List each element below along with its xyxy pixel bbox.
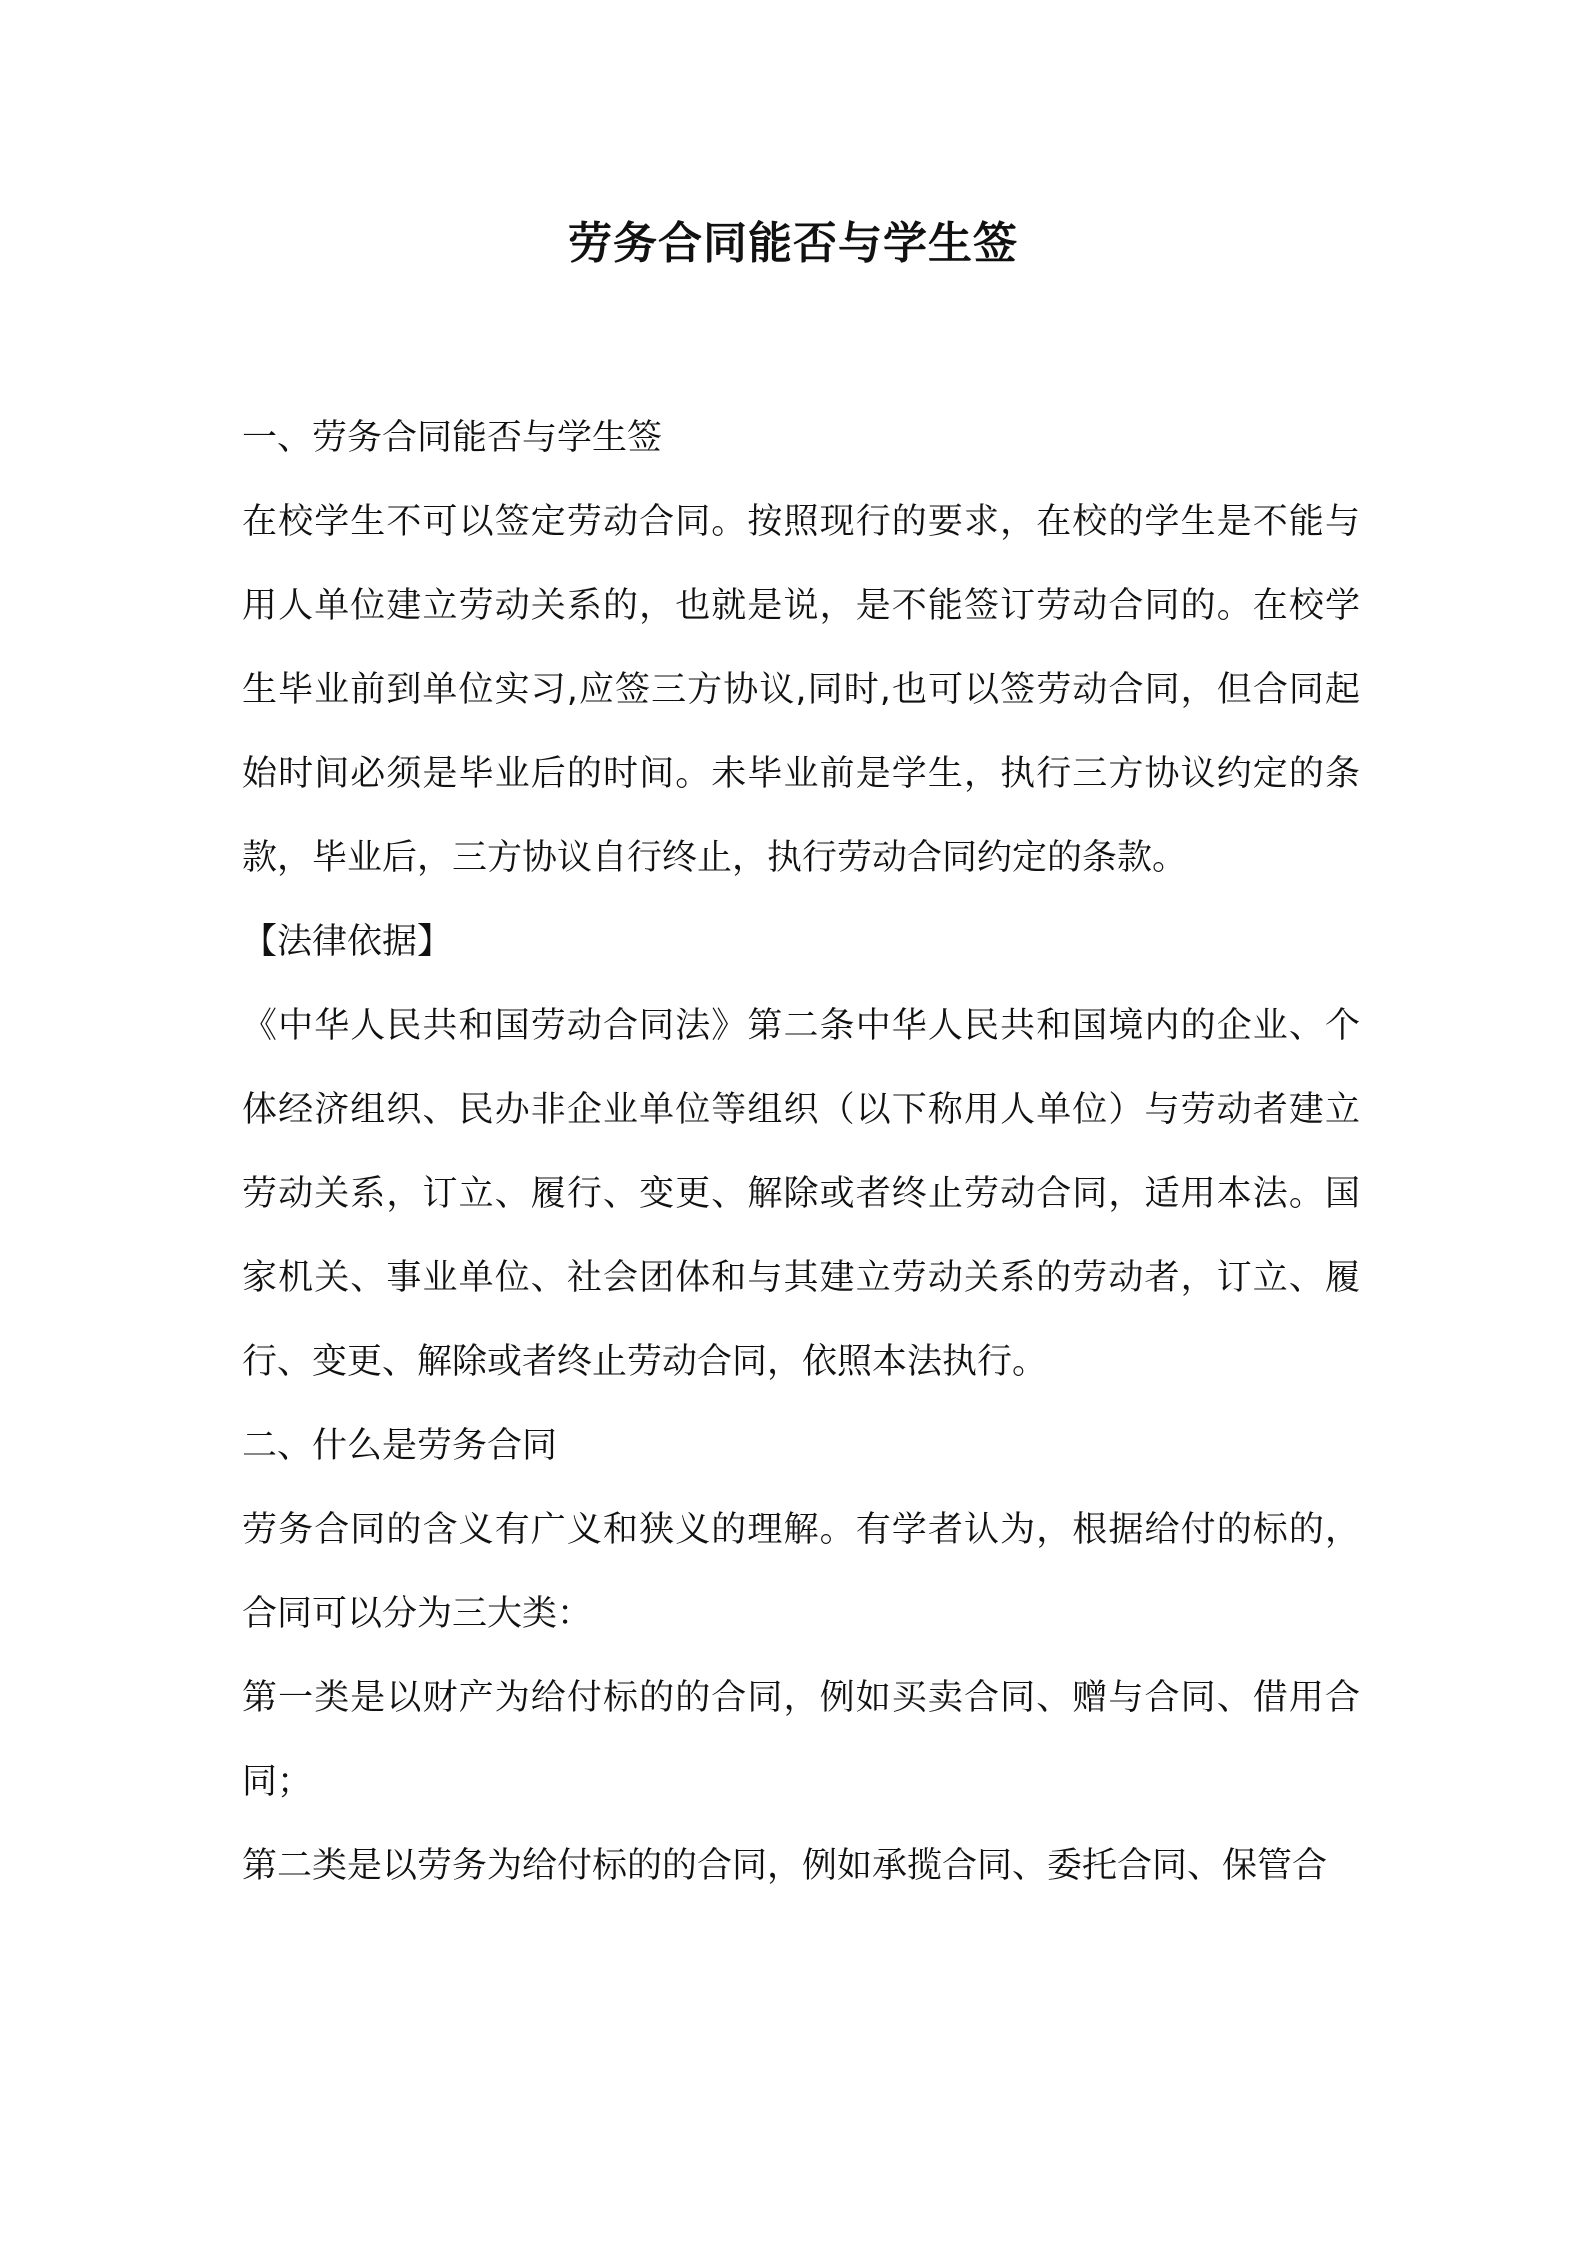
legal-basis-heading: 【法律依据】 [242,922,453,962]
paragraph-category-2: 第二类是以劳务为给付标的的合同，例如承揽合同、委托合同、保管合 [242,1846,1328,1886]
section-heading-1: 一、劳务合同能否与学生签 [242,418,663,458]
paragraph-definition: 劳务合同的含义有广义和狭义的理解。有学者认为，根据给付的标的，合同可以分为三大类： [242,1510,1360,1634]
paragraph-labor-law-article: 《中华人民共和国劳动合同法》第二条中华人民共和国境内的企业、个体经济组织、民办非企业单位等组织（以下称用人单位）与劳动者建立劳动关系，订立、履行、变更、解除或者终止劳动合同，适用本法。国家机关、事业单位、社会团体和与其建立劳动关系的劳动者，订立、履行、变更、解除或者终止劳动合同，依照本法执行。 [242,1006,1360,1382]
page-title: 劳务合同能否与学生签 [568,218,1018,269]
paragraph-student-contract: 在校学生不可以签定劳动合同。按照现行的要求，在校的学生是不能与用人单位建立劳动关系的，也就是说，是不能签订劳动合同的。在校学生毕业前到单位实习,应签三方协议,同时,也可以签劳动合同，但合同起始时间必须是毕业后的时间。未毕业前是学生，执行三方协议约定的条款，毕业后，三方协议自行终止，执行劳动合同约定的条款。 [242,502,1360,878]
paragraph-category-1: 第一类是以财产为给付标的的合同，例如买卖合同、赠与合同、借用合同； [242,1678,1360,1802]
section-heading-2: 二、什么是劳务合同 [242,1426,558,1466]
document-body [242,396,1360,1908]
